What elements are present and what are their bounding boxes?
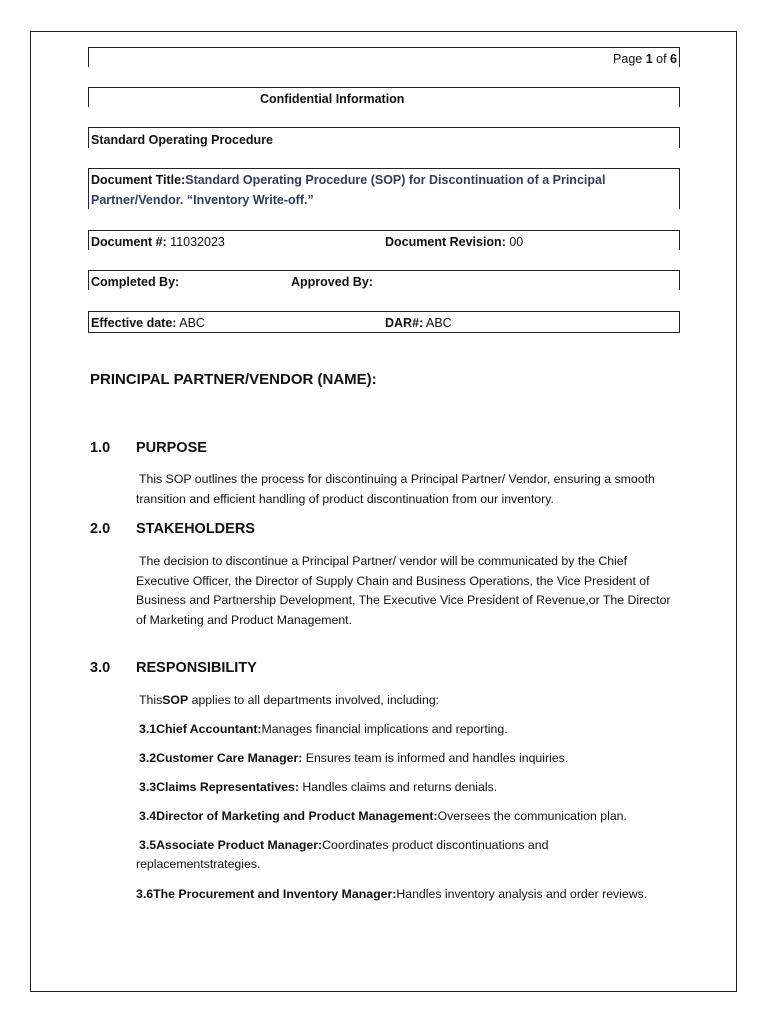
doc-type-label: Standard Operating Procedure (91, 133, 273, 147)
confidential-label: Confidential Information (260, 92, 405, 106)
item-text: Oversees the communication plan. (437, 809, 627, 823)
list-item (136, 885, 684, 904)
item-text: Coordinates product discontinuations and (322, 838, 549, 852)
completed-by-label: Completed By: (91, 275, 180, 289)
responsibility-num: 3.0 (90, 660, 111, 676)
stakeholders-title: STAKEHOLDERS (136, 521, 255, 537)
partner-heading: PRINCIPAL PARTNER/VENDOR (NAME): (90, 371, 377, 388)
purpose-text-line2: transition and efficient handling of product discontinuation from our inventory. (136, 491, 554, 506)
item-text: Handles inventory analysis and order reviews. (396, 887, 648, 901)
doc-title-value-line2: Partner/Vendor. “Inventory Write-off.” (91, 193, 314, 207)
intro-post: applies to all departments involved, including: (188, 693, 440, 707)
item-label: 3.6The Procurement and Inventory Manager: (136, 887, 397, 901)
list-item (136, 749, 687, 768)
purpose-num: 1.0 (90, 440, 111, 456)
purpose-title: PURPOSE (136, 440, 207, 456)
doc-title-label: Document Title: (91, 173, 186, 187)
page-current: 1 (645, 52, 653, 66)
dar-label: DAR#: (385, 316, 424, 330)
item-label: 3.4Director of Marketing and Product Management: (139, 809, 438, 823)
item-label: 3.3Claims Representatives: (139, 780, 299, 794)
item-text: Handles claims and returns denials. (298, 780, 498, 794)
page-total: 6 (670, 52, 677, 66)
item-text: Ensures team is informed and handles inquiries. (302, 751, 569, 765)
stakeholders-text-line2: Executive Officer, the Director of Supply Chain and Business Operations, the Vice President of (136, 573, 650, 588)
page-of: of (652, 52, 671, 66)
list-item (136, 807, 687, 826)
doc-revision-label: Document Revision: (385, 235, 506, 249)
list-item (136, 836, 684, 874)
list-item (136, 720, 687, 739)
item-label: 3.5Associate Product Manager: (139, 838, 323, 852)
stakeholders-num: 2.0 (90, 521, 111, 537)
item-text-line2: replacementstrategies. (136, 857, 261, 871)
intro-bold: SOP (162, 693, 189, 707)
doc-title-box (88, 168, 680, 209)
doc-number-label: Document #: (91, 235, 167, 249)
item-text: Manages financial implications and reporting. (261, 722, 508, 736)
dar-value: ABC (423, 316, 452, 330)
stakeholders-text-line1: The decision to discontinue a Principal Partner/ vendor will be communicated by the Chief (139, 554, 628, 568)
responsibility-intro (136, 691, 687, 710)
item-label: 3.1Chief Accountant: (139, 722, 262, 736)
purpose-text-line1: This SOP outlines the process for discontinuing a Principal Partner/ Vendor, ensuring a smooth (139, 472, 655, 486)
stakeholders-text (136, 552, 684, 630)
page-prefix: Page (613, 52, 646, 66)
intro-pre: This (139, 693, 163, 707)
effective-date-value: ABC (176, 316, 205, 330)
doc-revision-value: 00 (505, 235, 524, 249)
doc-number-value: 11032023 (166, 235, 225, 249)
effective-dar-box (88, 311, 680, 333)
completed-approved-box (88, 270, 680, 290)
responsibility-title: RESPONSIBILITY (136, 660, 257, 676)
stakeholders-text-line3: Business and Partnership Development, The Executive Vice President of Revenue,or The Director (136, 593, 671, 607)
item-label: 3.2Customer Care Manager: (139, 751, 303, 765)
approved-by-label: Approved By: (291, 275, 373, 289)
effective-date-label: Effective date: (91, 316, 177, 330)
purpose-text (136, 470, 684, 509)
page-number-box (88, 47, 680, 67)
doc-title-value-line1: Standard Operating Procedure (SOP) for Discontinuation of a Principal (185, 173, 606, 187)
stakeholders-text-line4: of Marketing and Product Management. (136, 612, 353, 627)
list-item (136, 778, 687, 797)
doc-type-box (88, 127, 680, 148)
confidential-box (88, 87, 680, 107)
doc-number-box (88, 230, 680, 250)
